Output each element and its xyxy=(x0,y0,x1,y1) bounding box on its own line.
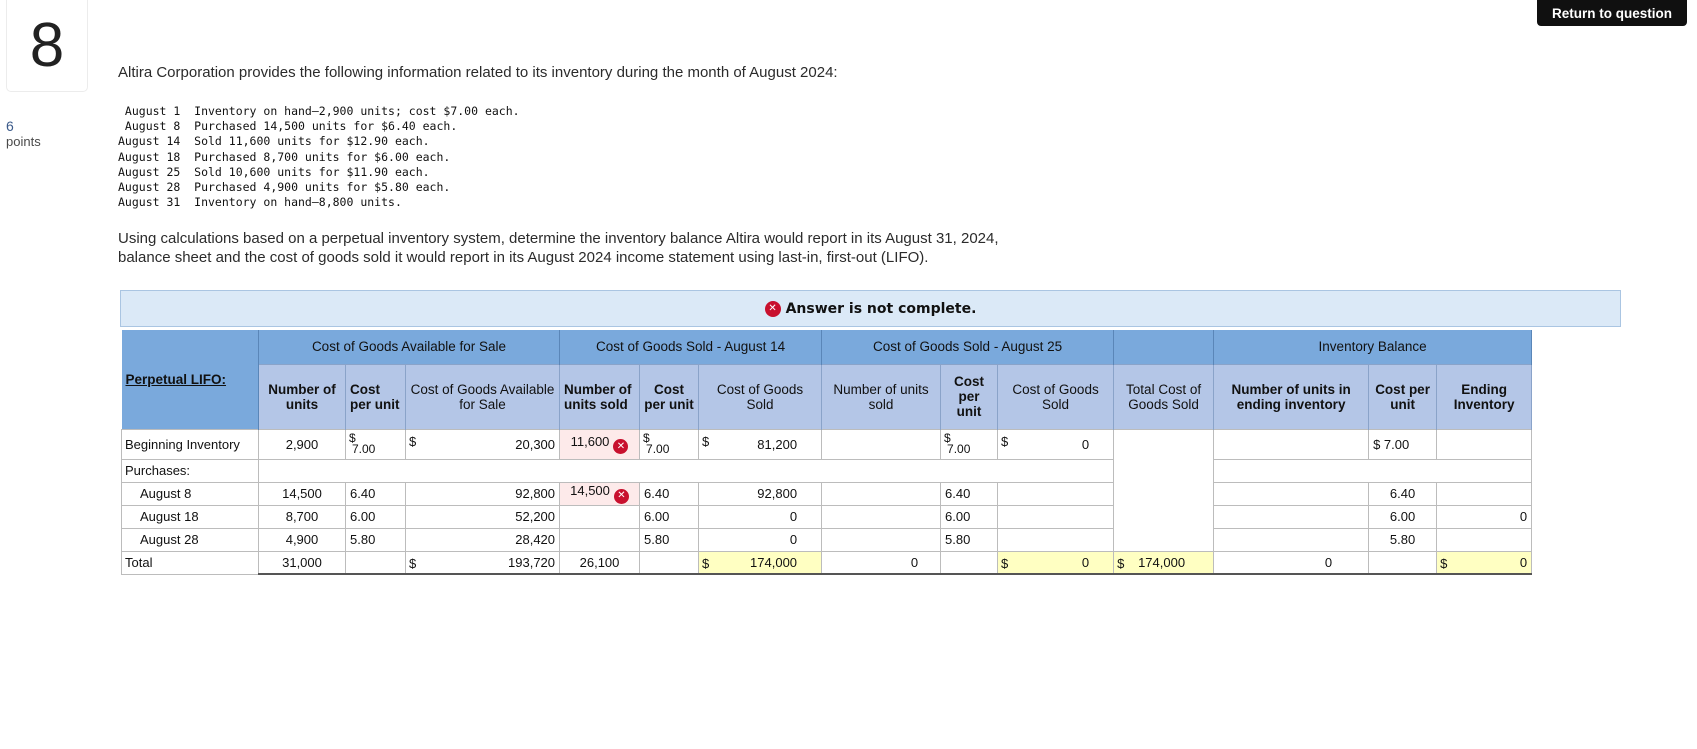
total-ending-inventory xyxy=(1437,551,1532,574)
data-line: August 18 Purchased 8,700 units for $6.00 each. xyxy=(118,149,451,164)
points-info xyxy=(6,119,41,149)
units-sold-aug25-input[interactable] xyxy=(822,482,941,505)
perpetual-lifo-label: Perpetual LIFO: xyxy=(125,371,227,387)
corner-header xyxy=(122,330,259,429)
cost-per-unit-aug14-input[interactable]: 5.80 xyxy=(640,528,699,551)
error-icon: ✕ xyxy=(614,489,629,504)
ending-inventory-input[interactable] xyxy=(1437,528,1532,551)
row-label: Total xyxy=(122,551,259,574)
units-ending-input[interactable] xyxy=(1214,482,1369,505)
col-cogs-aug14: Cost of Goods Sold xyxy=(699,364,822,429)
ending-inventory-input[interactable]: 0 xyxy=(1437,505,1532,528)
cogas-input[interactable]: 52,200 xyxy=(406,505,560,528)
dollar-sign: $ xyxy=(349,430,356,445)
inventory-data xyxy=(118,104,520,210)
units-ending-input[interactable] xyxy=(1214,528,1369,551)
inv-cost-per-unit[interactable]: $ 7.00 xyxy=(1369,429,1437,459)
data-line: August 28 Purchased 4,900 units for $5.80 each. xyxy=(118,180,451,195)
total-units-sold-aug14: 26,100 xyxy=(560,551,640,574)
dollar-sign: $ xyxy=(409,433,417,449)
inv-cost-per-unit: 6.40 xyxy=(1369,482,1437,505)
cogas-value: 20,300 xyxy=(515,436,556,452)
ending-inventory-input[interactable] xyxy=(1437,482,1532,505)
col-number-of-units: Number of units xyxy=(259,364,346,429)
cogas-input[interactable]: 92,800 xyxy=(406,482,560,505)
row-august-28 xyxy=(122,528,1532,551)
total-units-ending: 0 xyxy=(1214,551,1369,574)
cost-per-unit-input[interactable]: 6.40 xyxy=(346,482,406,505)
answer-status-bar xyxy=(120,290,1621,327)
row-label: August 8 xyxy=(122,482,259,505)
total-cpu-blank xyxy=(346,551,406,574)
units-ending-input[interactable] xyxy=(1214,505,1369,528)
group-header-inventory: Inventory Balance xyxy=(1214,330,1532,364)
total-cpu14-blank xyxy=(640,551,699,574)
data-line: August 8 Purchased 14,500 units for $6.40 each. xyxy=(118,119,458,134)
col-ending-inventory: Ending Inventory xyxy=(1437,364,1532,429)
cogs-aug25-input[interactable] xyxy=(998,528,1114,551)
instruction-line: Using calculations based on a perpetual inventory system, determine the inventory balance Altira would report in its August 31, 2024, xyxy=(118,230,999,247)
units-sold-aug14-input[interactable] xyxy=(560,528,640,551)
total-cogs-aug14 xyxy=(699,551,822,574)
units-sold-aug25-input[interactable] xyxy=(822,505,941,528)
total-ending-inventory-value: 0 xyxy=(1519,554,1528,570)
col-cost-per-unit: Cost per unit xyxy=(346,364,406,429)
data-line: August 25 Sold 10,600 units for $11.90 each. xyxy=(118,164,430,179)
answer-status-text: Answer is not complete. xyxy=(785,300,977,317)
total-inv-cpu-blank xyxy=(1369,551,1437,574)
data-line: August 31 Inventory on hand—8,800 units. xyxy=(118,195,402,210)
cost-per-unit-aug14-input[interactable] xyxy=(640,429,699,459)
purchases-blank-inv xyxy=(1214,459,1532,482)
row-beginning-inventory xyxy=(122,429,1532,459)
cost-per-unit-input[interactable] xyxy=(346,429,406,459)
row-purchases-header xyxy=(122,459,1532,482)
total-units-sold-aug25: 0 xyxy=(822,551,941,574)
points-label: points xyxy=(6,134,41,149)
units-input[interactable]: 8,700 xyxy=(259,505,346,528)
instruction-text xyxy=(118,229,1078,267)
total-units: 31,000 xyxy=(259,551,346,574)
col-total-cogs: Total Cost of Goods Sold xyxy=(1114,364,1214,429)
group-header-available: Cost of Goods Available for Sale xyxy=(259,330,560,364)
cogs-value: 81,200 xyxy=(757,436,798,452)
col-units-ending: Number of units in ending inventory xyxy=(1214,364,1369,429)
total-cogs-blank xyxy=(1114,429,1214,551)
cost-per-unit-aug25-input[interactable]: 6.40 xyxy=(941,482,998,505)
cogas-input[interactable] xyxy=(406,429,560,459)
total-cogs-aug25 xyxy=(998,551,1114,574)
units-sold-aug14-input[interactable] xyxy=(560,505,640,528)
row-august-8 xyxy=(122,482,1532,505)
cost-value: 7.00 xyxy=(947,442,971,456)
row-label: Purchases: xyxy=(122,459,259,482)
inv-cost-per-unit: 5.80 xyxy=(1369,528,1437,551)
dollar-sign: $ xyxy=(944,430,951,445)
total-cogas-value: 193,720 xyxy=(508,554,556,570)
total-cost-of-goods-sold xyxy=(1114,551,1214,574)
units-sold-value: 11,600 xyxy=(570,433,610,449)
cost-per-unit-input[interactable]: 5.80 xyxy=(346,528,406,551)
col-cost-per-unit-aug25: Cost per unit xyxy=(941,364,998,429)
row-august-18 xyxy=(122,505,1532,528)
cogs-aug14-input[interactable]: 0 xyxy=(699,505,822,528)
dollar-sign: $ xyxy=(702,555,710,571)
units-input[interactable]: 4,900 xyxy=(259,528,346,551)
error-icon: ✕ xyxy=(613,439,628,454)
row-label: Beginning Inventory xyxy=(122,429,259,459)
row-label: August 18 xyxy=(122,505,259,528)
cogs-aug25-input[interactable] xyxy=(998,482,1114,505)
data-line: August 14 Sold 11,600 units for $12.90 each. xyxy=(118,134,430,149)
dollar-sign: $ xyxy=(1001,433,1009,449)
dollar-sign: $ xyxy=(1117,555,1125,571)
cost-per-unit-aug14-input[interactable]: 6.40 xyxy=(640,482,699,505)
dollar-sign: $ xyxy=(1001,555,1009,571)
col-cogs-aug25: Cost of Goods Sold xyxy=(998,364,1114,429)
row-total xyxy=(122,551,1532,574)
cost-per-unit-aug25-input[interactable] xyxy=(941,429,998,459)
return-to-question-button[interactable]: Return to question xyxy=(1537,0,1687,26)
row-label: August 28 xyxy=(122,528,259,551)
intro-text: Altira Corporation provides the following information related to its inventory during the month of August 2024: xyxy=(118,64,838,81)
lifo-table xyxy=(121,330,1532,575)
dollar-sign: $ xyxy=(643,430,650,445)
cogs-aug25-input[interactable] xyxy=(998,429,1114,459)
inv-cost-per-unit: 6.00 xyxy=(1369,505,1437,528)
total-cogs25-value: 0 xyxy=(1081,554,1090,570)
cogs-aug14-input[interactable] xyxy=(699,429,822,459)
total-cpu25-blank xyxy=(941,551,998,574)
cost-per-unit-input[interactable]: 6.00 xyxy=(346,505,406,528)
units-sold-aug14-input[interactable] xyxy=(560,482,640,505)
purchases-blank xyxy=(259,459,1114,482)
dollar-sign: $ xyxy=(1440,555,1448,571)
ending-inventory-input[interactable] xyxy=(1437,429,1532,459)
units-sold-aug14-input[interactable] xyxy=(560,429,640,459)
units-sold-aug25-input[interactable] xyxy=(822,429,941,459)
cost-value: 7.00 xyxy=(352,442,376,456)
data-line: August 1 Inventory on hand—2,900 units; cost $7.00 each. xyxy=(118,104,520,118)
total-cogs14-value: 174,000 xyxy=(750,554,798,570)
cost-per-unit-aug25-input[interactable]: 6.00 xyxy=(941,505,998,528)
col-cost-per-unit-aug14: Cost per unit xyxy=(640,364,699,429)
cogas-input[interactable]: 28,420 xyxy=(406,528,560,551)
instruction-line: balance sheet and the cost of goods sold it would report in its August 2024 income statement using last-in, first-out (LIFO). xyxy=(118,249,929,266)
units-ending-input[interactable] xyxy=(1214,429,1369,459)
cost-per-unit-aug14-input[interactable]: 6.00 xyxy=(640,505,699,528)
total-cogs-value: 174,000 xyxy=(1138,554,1186,570)
units-input[interactable]: 14,500 xyxy=(259,482,346,505)
cogs-aug14-input[interactable]: 92,800 xyxy=(699,482,822,505)
units-input[interactable]: 2,900 xyxy=(259,429,346,459)
group-header-sold-aug25: Cost of Goods Sold - August 25 xyxy=(822,330,1114,364)
question-number: 8 xyxy=(6,0,88,92)
group-header-sold-aug14: Cost of Goods Sold - August 14 xyxy=(560,330,822,364)
col-units-sold-aug25: Number of units sold xyxy=(822,364,941,429)
dollar-sign: $ xyxy=(409,555,417,571)
units-sold-aug25-input[interactable] xyxy=(822,528,941,551)
x-circle-icon: ✕ xyxy=(765,301,781,317)
cogs-value: 0 xyxy=(1081,436,1090,452)
cogs-aug25-input[interactable] xyxy=(998,505,1114,528)
dollar-sign: $ xyxy=(702,433,710,449)
cost-value: 7.00 xyxy=(646,442,670,456)
group-header-blank xyxy=(1114,330,1214,364)
col-cogas: Cost of Goods Available for Sale xyxy=(406,364,560,429)
total-cogas xyxy=(406,551,560,574)
col-units-sold-aug14: Number of units sold xyxy=(560,364,640,429)
points-value: 6 xyxy=(6,118,14,134)
units-sold-value: 14,500 xyxy=(570,483,610,499)
cost-per-unit-aug25-input[interactable]: 5.80 xyxy=(941,528,998,551)
col-cost-per-unit-inv: Cost per unit xyxy=(1369,364,1437,429)
cogs-aug14-input[interactable]: 0 xyxy=(699,528,822,551)
